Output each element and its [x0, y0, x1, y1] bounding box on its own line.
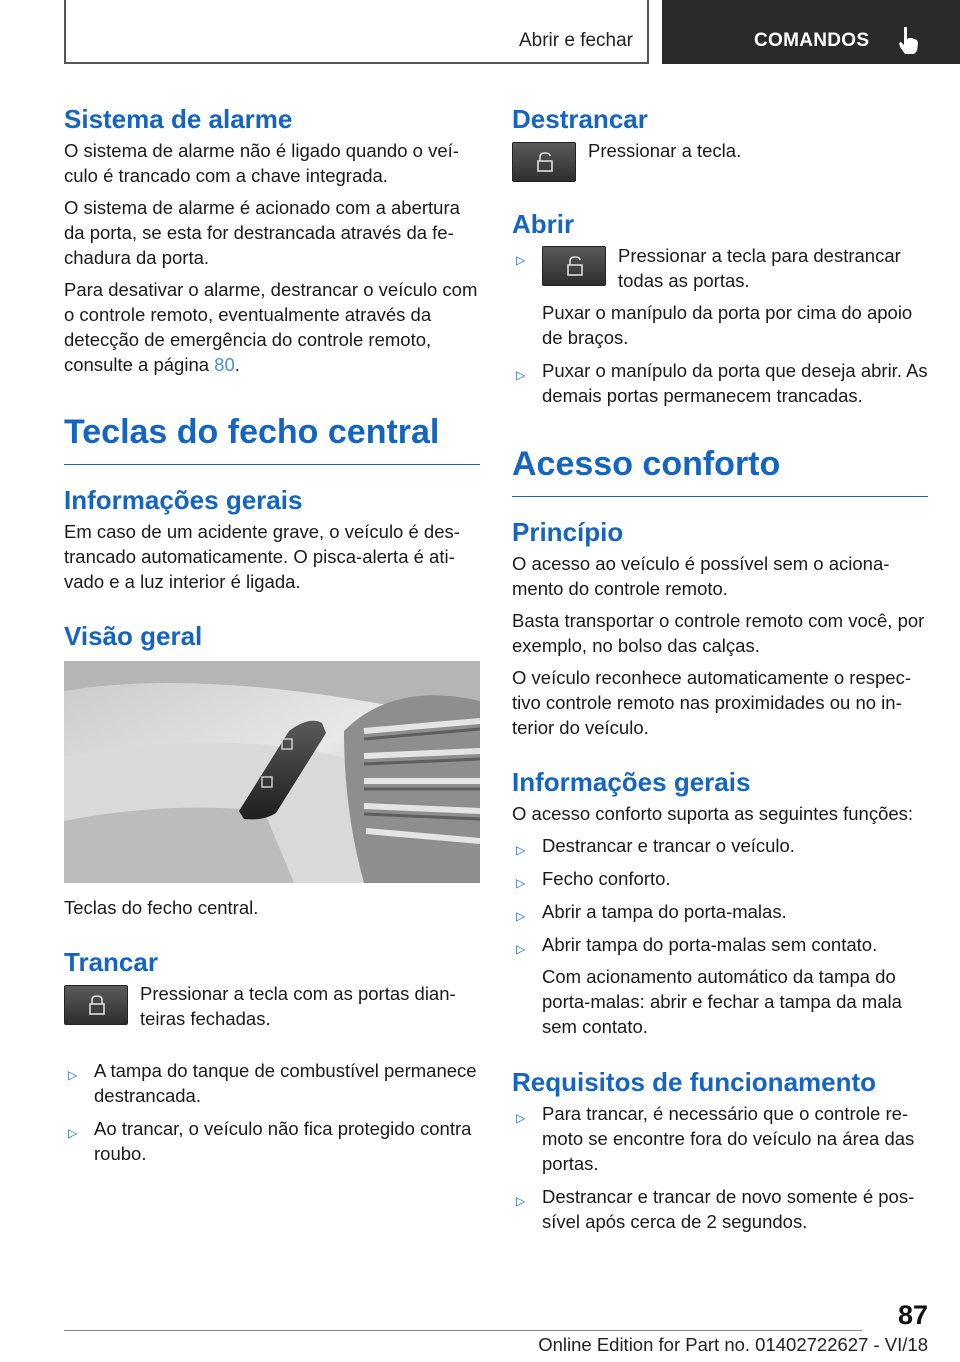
central-lock-keys-heading: Teclas do fecho central [64, 412, 480, 465]
alarm-p3-end: . [234, 354, 240, 375]
trunk-sub-note: Com acionamento automático da tampa do porta-malas: abrir e fechar a tampa da mala sem contato. [542, 966, 902, 1037]
unlock-icon [565, 255, 585, 277]
open-heading: Abrir [512, 209, 575, 239]
lock-key-text: Pressionar a tecla com as portas dianteiras fechadas. [140, 983, 456, 1029]
comfort-access-heading: Acesso conforto [512, 444, 928, 497]
functions-list [512, 833, 928, 1039]
list-item: ▷ Abrir tampa do porta-malas sem contato. Com acionamento automático da tampa do porta-malas: abrir e fechar a tampa da mala sem contato. [512, 932, 928, 1039]
triangle-bullet-icon: ▷ [516, 253, 526, 267]
requirements-list [512, 1101, 928, 1234]
photo-caption: Teclas do fecho central. [64, 897, 259, 918]
triangle-bullet-icon: ▷ [516, 843, 526, 857]
general-info-paragraph: Em caso de um acidente grave, o veículo é destrancado automaticamente. O pisca-alerta é ativado e a luz interior é ligada. [64, 521, 460, 592]
list-item: ▷ Fecho conforto. [512, 866, 928, 891]
alarm-paragraph-2: O sistema de alarme é acionado com a abertura da porta, se esta for destrancada através da fechadura da porta. [64, 197, 460, 268]
list-item: ▷ Destrancar e trancar de novo somente é possível após cerca de 2 segundos. [516, 1186, 915, 1232]
lock-heading: Trancar [64, 947, 158, 977]
door-lock-keys-photo [64, 661, 480, 883]
unlock-icon [535, 151, 555, 173]
open-step-1-sub: Puxar o manípulo da porta por cima do apoio de braços. [542, 302, 913, 348]
right-column [512, 104, 928, 1242]
alarm-p3-text: Para desativar o alarme, destrancar o veículo com o controle remoto, eventualmente através da detecção de emergência do controle remoto, consulte a página [64, 279, 478, 375]
list-item: ▷ Ao trancar, o veículo não fica protegido contra roubo. [68, 1118, 472, 1164]
principle-paragraph-1: O acesso ao veículo é possível sem o acionamento do controle remoto. [512, 553, 890, 599]
lock-key-row [64, 981, 480, 1031]
open-step-1-text: Pressionar a tecla para destrancar todas as portas. [618, 245, 901, 291]
unlock-heading: Destrancar [512, 104, 648, 134]
list-item: ▷ Para trancar, é necessário que o controle remoto se encontre fora do veículo na área das portas. [516, 1103, 915, 1174]
footer-divider [64, 1330, 862, 1331]
triangle-bullet-icon: ▷ [516, 368, 526, 382]
list-item [512, 243, 928, 350]
unlock-key-button [512, 142, 576, 182]
overview-heading: Visão geral [64, 621, 203, 651]
list-item: ▷ Abrir a tampa do porta-malas. [512, 899, 928, 924]
header-section-box [64, 0, 649, 64]
general-info-heading: Informações gerais [64, 485, 303, 515]
alarm-paragraph-3 [64, 277, 480, 377]
chapter-title: COMANDOS [754, 30, 870, 51]
left-column [64, 104, 480, 1174]
list-item: ▷ Puxar o manípulo da porta que deseja abrir. As demais portas permanecem trancadas. [516, 360, 928, 406]
general-info-heading-2: Informações gerais [512, 767, 751, 797]
open-steps-list [512, 243, 928, 408]
alarm-paragraph-1: O sistema de alarme não é ligado quando o veículo é trancado com a chave integrada. [64, 140, 459, 186]
header-chapter-box [662, 0, 960, 64]
hand-pointer-icon [896, 25, 922, 55]
general-info-paragraph-2: O acesso conforto suporta as seguintes funções: [512, 803, 914, 824]
triangle-bullet-icon: ▷ [516, 876, 526, 890]
lock-icon [87, 994, 107, 1016]
requirements-heading: Requisitos de funcionamento [512, 1067, 877, 1097]
list-item: ▷ Destrancar e trancar o veículo. [512, 833, 928, 858]
triangle-bullet-icon: ▷ [68, 1068, 78, 1082]
lock-key-button [64, 985, 128, 1025]
principle-heading: Princípio [512, 517, 624, 547]
list-item: ▷ A tampa do tanque de combustível permanece destrancada. [68, 1060, 477, 1106]
triangle-bullet-icon: ▷ [516, 1194, 526, 1208]
unlock-key-text: Pressionar a tecla. [588, 140, 742, 161]
triangle-bullet-icon: ▷ [516, 1111, 526, 1125]
unlock-key-button [542, 246, 606, 286]
footer-edition: Online Edition for Part no. 01402722627 - VI/18 [538, 1334, 928, 1355]
lock-notes-list [64, 1058, 480, 1166]
page-number: 87 [897, 1300, 928, 1330]
page-link[interactable]: 80 [214, 354, 235, 375]
principle-paragraph-3: O veículo reconhece automaticamente o respectivo controle remoto nas proximidades ou no interior do veículo. [512, 667, 911, 738]
triangle-bullet-icon: ▷ [68, 1126, 78, 1140]
section-title: Abrir e fechar [518, 30, 633, 51]
alarm-heading: Sistema de alarme [64, 104, 293, 134]
principle-paragraph-2: Basta transportar o controle remoto com você, por exemplo, no bolso das calças. [512, 610, 925, 656]
triangle-bullet-icon: ▷ [516, 942, 526, 956]
triangle-bullet-icon: ▷ [516, 909, 526, 923]
unlock-key-row [512, 138, 928, 182]
